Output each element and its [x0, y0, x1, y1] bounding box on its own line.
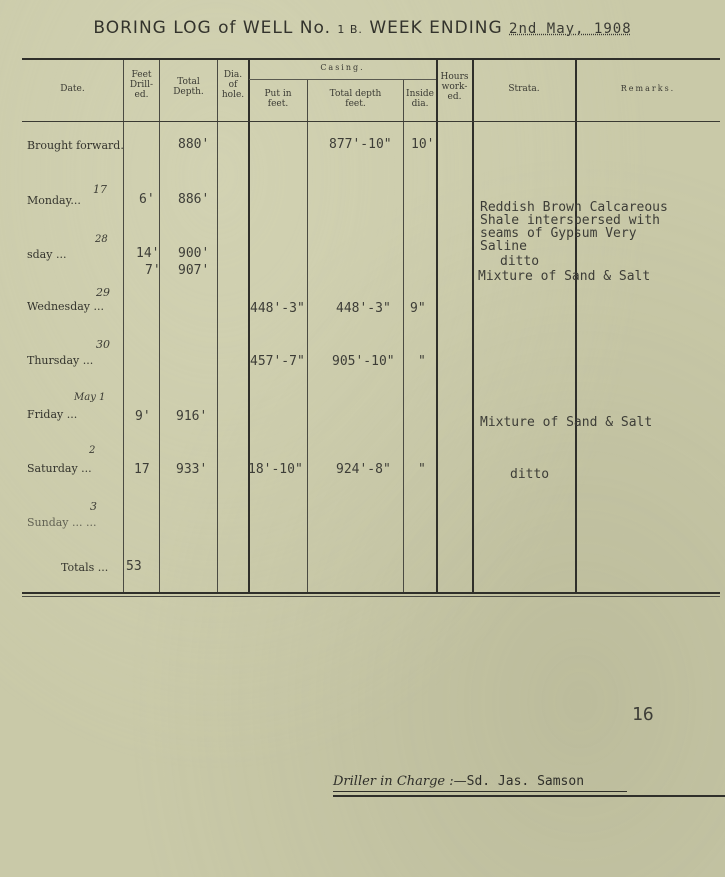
title-right: WEEK ENDING	[369, 18, 503, 38]
row-tuesday-depth-1: 900'	[178, 246, 210, 261]
row-monday-date: Monday...	[27, 194, 81, 207]
strata-line-3: seams of Gypsum Very	[480, 226, 637, 241]
row-thursday-inside-dia: "	[418, 354, 426, 369]
col-divider	[436, 60, 438, 592]
row-tuesday-feet-2: 7'	[145, 263, 161, 278]
row-saturday-date: Saturday ...	[27, 462, 92, 475]
table-bottom-rule	[22, 592, 720, 594]
row-saturday-feet: 17	[134, 462, 150, 477]
strata-line-4: Saline	[480, 239, 527, 254]
header-strata: Strata.	[508, 84, 540, 94]
strata-line-6: Mixture of Sand & Salt	[478, 269, 651, 284]
table-top-rule	[22, 58, 720, 60]
row-monday-hand-date: 17	[93, 183, 107, 196]
row-totals-label: Totals ...	[61, 561, 109, 574]
driller-label: Driller in Charge :—	[333, 774, 467, 789]
col-divider	[403, 79, 404, 592]
row-wednesday-hand-date: 29	[96, 286, 110, 299]
row-brought-forward-inside-dia: 10'	[411, 137, 435, 152]
row-wednesday-casing-total: 448'-3"	[336, 301, 391, 316]
strata-saturday: ditto	[510, 467, 550, 482]
header-bottom-rule	[22, 121, 720, 122]
col-divider	[159, 60, 160, 592]
header-total-depth: Total Depth.	[173, 77, 204, 97]
row-saturday-inside-dia: "	[418, 462, 426, 477]
header-casing-total-depth: Total depth feet.	[329, 89, 382, 109]
row-thursday-date: Thursday ...	[27, 354, 94, 367]
row-saturday-hand-date: 2	[89, 445, 96, 456]
strata-line-5: ditto	[500, 254, 540, 269]
title-left: BORING LOG of WELL No.	[93, 18, 331, 38]
row-brought-forward-total-depth: 880'	[178, 137, 210, 152]
strata-line-2: Shale interspersed with	[480, 213, 661, 228]
row-thursday-hand-date: 30	[96, 338, 110, 351]
header-hours-worked: Hours work- ed.	[440, 72, 469, 102]
header-dia-hole: Dia. of hole.	[221, 70, 245, 100]
row-sunday-hand-date: 3	[90, 500, 97, 513]
col-divider	[575, 60, 577, 592]
row-monday-feet: 6'	[139, 192, 155, 207]
strata-friday: Mixture of Sand & Salt	[480, 415, 653, 430]
row-wednesday-put-in: 448'-3"	[250, 301, 305, 316]
row-friday-feet: 9'	[135, 409, 151, 424]
col-divider	[472, 60, 474, 592]
row-thursday-put-in: 457'-7"	[250, 354, 305, 369]
header-date: Date.	[60, 84, 85, 94]
row-tuesday-feet-1: 14'	[136, 246, 160, 261]
well-number: 1 B.	[337, 23, 363, 36]
row-friday-hand-date: May 1	[74, 392, 106, 403]
driller-signature-line	[333, 774, 584, 789]
row-tuesday-hand-date: 28	[95, 234, 108, 245]
row-tuesday-date: sday ...	[27, 248, 67, 261]
row-thursday-casing-total: 905'-10"	[332, 354, 395, 369]
header-inside-dia: Inside dia.	[406, 89, 434, 109]
col-divider	[248, 60, 250, 592]
page-number: 16	[632, 704, 654, 725]
signature-rule-thick	[333, 795, 725, 797]
row-friday-total-depth: 916'	[176, 409, 208, 424]
document-title	[0, 18, 725, 38]
row-totals-feet: 53	[126, 559, 142, 574]
driller-name: Sd. Jas. Samson	[466, 774, 585, 789]
week-ending-date: 2nd May, 1908	[509, 21, 632, 37]
header-casing: Casing.	[320, 63, 365, 72]
row-friday-date: Friday ...	[27, 408, 78, 421]
row-sunday-date: Sunday ... ...	[27, 516, 97, 529]
row-saturday-put-in: 18'-10"	[248, 462, 303, 477]
row-brought-forward-casing-total: 877'-10"	[329, 137, 392, 152]
signature-rule	[333, 791, 627, 792]
header-put-in: Put in feet.	[264, 89, 292, 109]
row-saturday-casing-total: 924'-8"	[336, 462, 391, 477]
col-divider	[217, 60, 218, 592]
row-wednesday-inside-dia: 9"	[410, 301, 426, 316]
row-tuesday-depth-2: 907'	[178, 263, 210, 278]
row-wednesday-date: Wednesday ...	[27, 300, 104, 313]
row-saturday-total-depth: 933'	[176, 462, 208, 477]
casing-header-rule	[249, 79, 436, 80]
table-bottom-rule-thin	[22, 596, 720, 597]
col-divider	[307, 79, 308, 592]
row-brought-forward-date: Brought forward.	[27, 139, 124, 152]
strata-line-1: Reddish Brown Calcareous	[480, 200, 668, 215]
header-feet-drilled: Feet Drill- ed.	[129, 70, 154, 100]
row-monday-total-depth: 886'	[178, 192, 210, 207]
header-remarks: Remarks.	[620, 84, 676, 93]
